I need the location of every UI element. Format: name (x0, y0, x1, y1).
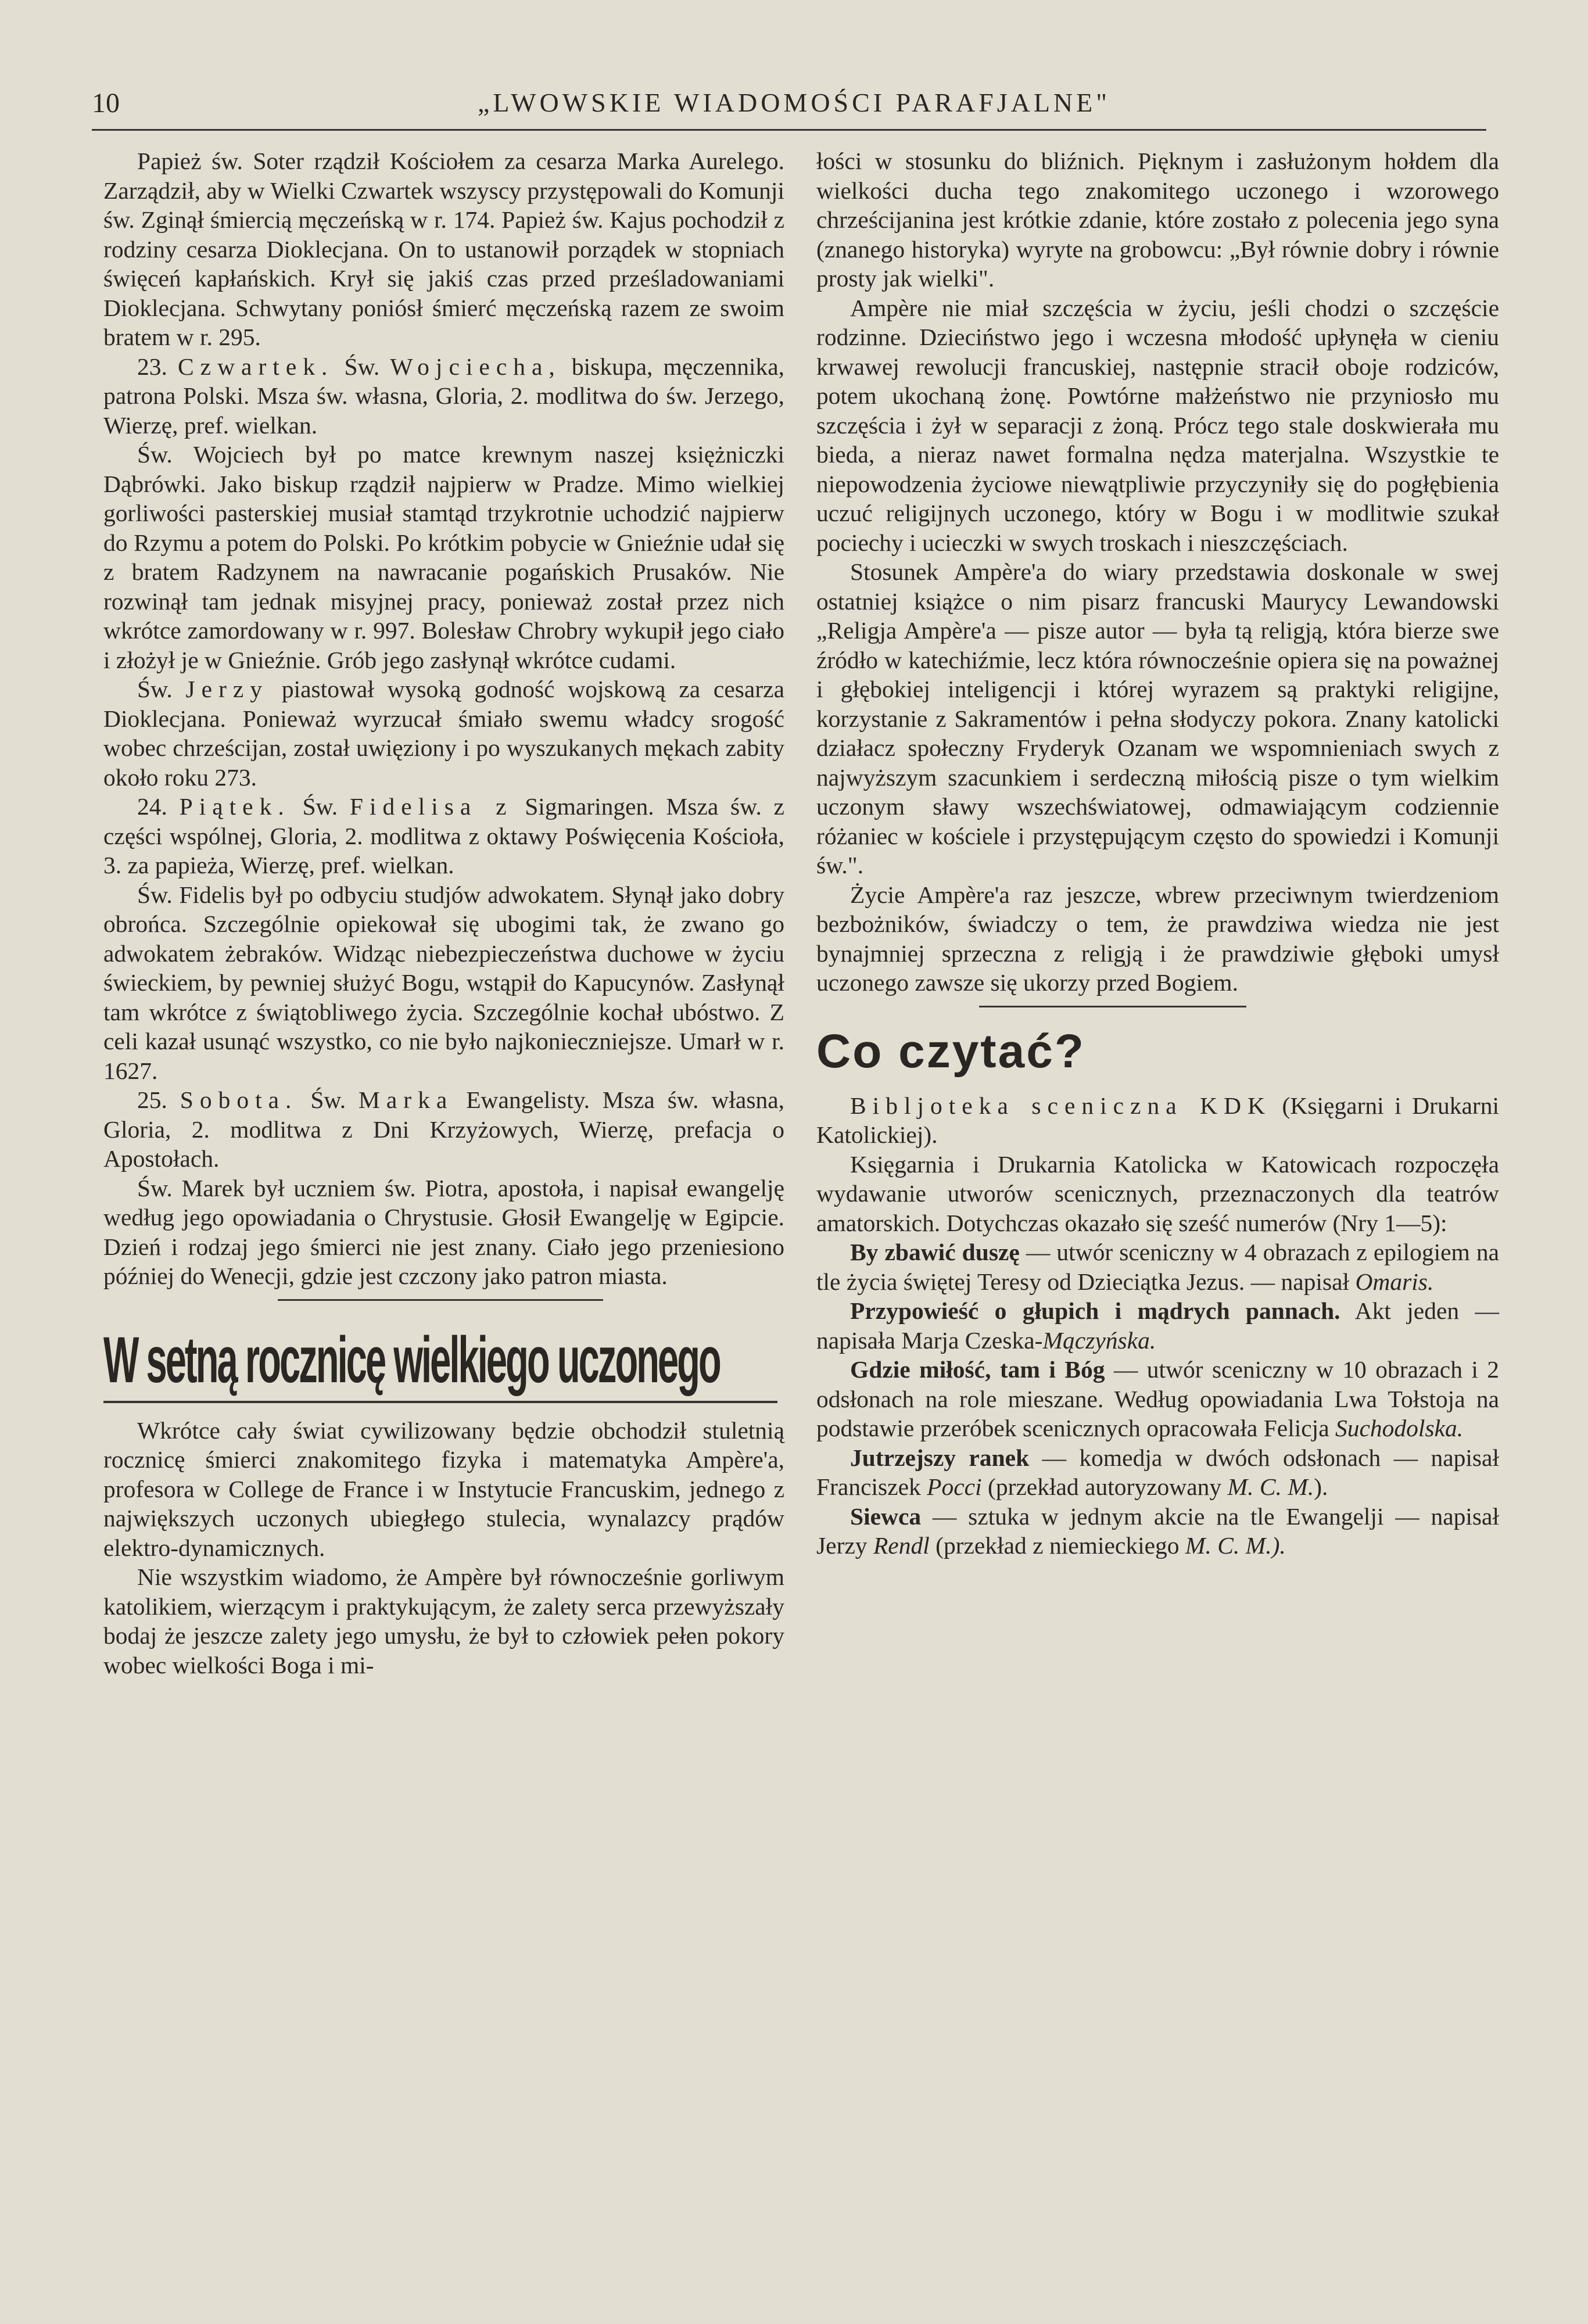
entry-saint: Fidelisa z (349, 793, 513, 820)
paragraph-marek: Św. Marek był uczniem św. Piotra, apostoła, i napisał ewangelję według jego opowiadania o Chrystusie. Głosił Ewangelję w Egipcie. Dzień i rodzaj jego śmierci nie jest znany. Ciało jego przeniesiono później do Wenecji, gdzie jest czczony jako patron miasta. (103, 1174, 784, 1289)
paragraph-fidelis: Św. Fidelis był po odbyciu studjów adwokatem. Słynął jako dobry obrońca. Szczególnie opiekował się ubogimi tak, że zwano go adwokatem żebraków. Widząc niebezpieczeństwa duchowe w życiu świeckiem, by pewniej służyć Bogu, wstąpił do Kapucynów. Zasłynął tam wkrótce z świątobliwego życia. Szczególnie kochał ubóstwo. Z celi kazał usunąć wszystko, co nie było najkonieczniejsze. Umarł w r. 1627. (103, 881, 784, 1084)
heading-underline (103, 1401, 777, 1403)
entry-number: 23. (137, 353, 167, 380)
page-number: 10 (92, 88, 120, 119)
paragraph-publisher: Księgarnia i Drukarnia Katolicka w Katowicach rozpoczęła wydawanie utworów scenicznych, przeznaczonych dla teatrów amatorskich. Dotychczas okazało się sześć numerów (Nry 1—5): (816, 1150, 1499, 1236)
entry-text: piastował wysoką godność wojskową za cesarza Dioklecjana. Ponieważ wyrzucał śmiało swemu władcy srogość wobec chrześcijan, został uwięziony i po wyszukanych mękach zabity około roku 273. (103, 676, 785, 791)
book-entry-3 (816, 1355, 1499, 1443)
book-author: Rendl (873, 1532, 930, 1559)
paragraph-library (816, 1091, 1499, 1150)
book-description: — utwór sceniczny w 4 obrazach z epilogiem na tle życia świętej Teresy od Dzieciątka Jezus. — napisał (816, 1239, 1500, 1295)
book-translation-end: ). (1314, 1473, 1328, 1500)
header-rule (92, 129, 1486, 131)
paragraph-wojciech: Św. Wojciech był po matce krewnym naszej księżniczki Dąbrówki. Jako biskup rządził najpierw w Pradze. Mimo wielkiej gorliwości pasterskiej musiał stamtąd trzykrotnie uchodzić najpierw do Rzymu a potem do Polski. Po krótkim pobycie w Gnieźnie udał się z bratem Radzynem na nawracanie pogańskich Prusaków. Nie rozwinął tam jednak misyjnej pracy, ponieważ został przez nich wkrótce zamordowany w r. 997. Bolesław Chrobry wykupił jego ciało i złożył je w Gnieźnie. Grób jego zasłynął wkrótce cudami. (103, 441, 784, 673)
book-title: Gdzie miłość, tam i Bóg (850, 1356, 1105, 1383)
entry-day: Czwartek. (177, 353, 334, 380)
paragraph-ampere-conclusion: Życie Ampère'a raz jeszcze, wbrew przeciwnym twierdzeniom bezbożników, świadczy o tem, że prawdziwa wiedza nie jest bynajmniej sprzeczna z religją i że prawdziwie głęboki umysł uczonego zawsze się ukorzy przed Bogiem. (816, 881, 1499, 996)
entry-saint-prefix: Św. (137, 676, 173, 702)
book-entry-2 (816, 1296, 1499, 1355)
entry-saint-prefix: Św. (310, 1086, 346, 1113)
book-description: Akt jeden — napisała Marja Czeska- (816, 1297, 1499, 1354)
entry-saint-prefix: Św. (302, 793, 338, 820)
paragraph-ampere-epitaph: łości w stosunku do bliźnich. Pięknym i zasłużonym hołdem dla wielkości ducha tego znakomitego uczonego i wzorowego chrześcijanina jest krótkie zdanie, które zostało z polecenia jego syna (znanego historyka) wyryte na grobowcu: „Był równie dobry i równie prosty jak wielki". (816, 148, 1499, 292)
entry-day: Sobota. (180, 1086, 298, 1113)
book-title: By zbawić duszę (850, 1239, 1020, 1265)
book-title: Jutrzejszy ranek (850, 1444, 1030, 1471)
library-name: Bibljoteka sceniczna KDK (850, 1092, 1272, 1119)
book-author: Mączyńska. (1042, 1326, 1156, 1354)
book-description: — utwór sceniczny w 10 obrazach i 2 odsłonach na role mieszane. Według opowiadania Lwa Tołstoja na podstawie przeróbek scenicznych opracowała Felicja (816, 1356, 1500, 1441)
book-author: Suchodolska. (1335, 1415, 1464, 1441)
book-translator: M. C. M. (1227, 1473, 1314, 1500)
entry-day: Piątek. (179, 793, 291, 820)
paragraph-ampere-religion: Stosunek Ampère'a do wiary przedstawia doskonale w swej ostatniej książce o nim pisarz francuski Maurycy Lewandowski „Religja Ampère'a — pisze autor — była tą religją, która bierze swe źródło w katechiźmie, lecz która równocześnie opiera się na poważnej i głębokiej inteligencji i której wyrazem są praktyki religijne, korzystanie z Sakramentów i pełna słodyczy pokora. Znany katolicki działacz społeczny Fryderyk Ozanam we wspomnieniach swych z najwyższym szacunkiem i serdeczną miłością pisze o tym wielkim uczonym sławy wszechświatowej, odmawiającym codziennie różaniec w kościele i przystępującym często do spowiedzi i Komunji św.". (816, 558, 1499, 878)
liturgy-entry-23 (103, 352, 784, 440)
book-description: — komedja w dwóch odsłonach — napisał Franciszek (816, 1444, 1499, 1500)
book-author: Pocci (927, 1473, 982, 1500)
publication-title: „LWOWSKIE WIADOMOŚCI PARAFJALNE" (477, 88, 1111, 117)
paragraph-ampere-intro: Wkrótce cały świat cywilizowany będzie obchodził stuletnią rocznicę śmierci znakomitego fizyka i matematyka Ampère'a, profesora w College de France i w Instytucie Francuskim, jednego z największych uczonych ubiegłego stulecia, wynalazcy prądów elektro-dynamicznych. (103, 1416, 784, 1561)
entry-text: Ewangelisty. Msza św. własna, Gloria, 2. modlitwa z Dni Krzyżowych, Wierzę, prefacja o Apostołach. (103, 1086, 785, 1172)
book-author: Omaris. (1355, 1268, 1434, 1295)
section-heading-co-czytac: Co czytać? (816, 1024, 1085, 1078)
left-column (103, 146, 784, 1680)
book-translation-note: (przekład autoryzowany (988, 1473, 1222, 1500)
liturgy-entry-25 (103, 1085, 784, 1174)
entry-text: biskupa, męczennika, patrona Polski. Msza św. własna, Gloria, 2. modlitwa do św. Jerzego, Wierzę, pref. wielkan. (103, 353, 785, 439)
article-heading-ampere: W setną rocznicę wielkiego uczonego (103, 1323, 720, 1396)
book-entry-4 (816, 1443, 1499, 1502)
book-entry-1 (816, 1238, 1499, 1296)
entry-saint-prefix: Św. (344, 353, 380, 380)
book-description: — sztuka w jednym akcie na tle Ewangelji — napisał Jerzy (816, 1502, 1500, 1559)
book-translator: M. C. M.). (1185, 1532, 1286, 1559)
entry-text: Sigmaringen. Msza św. z części wspólnej, Gloria, 2. modlitwa z oktawy Poświęcenia Kościoła, 3. za papieża, Wierzę, pref. wielkan. (103, 793, 784, 878)
book-title: Siewca (850, 1502, 922, 1530)
entry-number: 24. (137, 793, 167, 820)
liturgy-entry-24 (103, 792, 784, 880)
paragraph-ampere-life: Ampère nie miał szczęścia w życiu, jeśli chodzi o szczęście rodzinne. Dzieciństwo jego i wczesna młodość upłynęła w cieniu krwawej rewolucji francuskiej, następnie stracił oboje rodziców, potem ukochaną żonę. Powtórne małżeństwo nie przyniosło mu szczęścia i żył w separacji z żoną. Prócz tego stale doskwierała mu bieda, a nieraz nawet formalna nędza materjalna. Wszystkie te niepowodzenia życiowe niewątpliwie przyczyniły się do pogłębienia uczuć religijnych uczonego, który w Bogu i w modlitwie szukał pociechy i ucieczki w swych troskach i nieszczęściach. (816, 294, 1499, 556)
paragraph-ampere-faith: Nie wszystkim wiadomo, że Ampère był równocześnie gorliwym katolikiem, wierzącym i praktykującym, że zalety serca przewyższały bodaj że jeszcze zalety jego umysłu, że był to człowiek pełen pokory wobec wielkości Boga i mi- (103, 1563, 784, 1679)
book-title: Przypowieść o głupich i mądrych pannach. (850, 1297, 1340, 1324)
section-divider (979, 1006, 1246, 1007)
library-publisher: (Księgarni i Drukarni Katolickiej). (816, 1092, 1499, 1148)
entry-saint: Wojciecha, (390, 353, 561, 380)
entry-saint: Jerzy (185, 676, 269, 702)
entry-saint: Marka (358, 1086, 454, 1113)
book-entry-5 (816, 1502, 1499, 1561)
section-divider (278, 1299, 603, 1301)
right-column (816, 146, 1499, 1561)
entry-number: 25. (137, 1086, 167, 1113)
paragraph-jerzy (103, 675, 784, 792)
paragraph-soter-kajus: Papież św. Soter rządził Kościołem za cesarza Marka Aurelego. Zarządził, aby w Wielki Czwartek wszyscy przystępowali do Komunji św. Zginął śmiercią męczeńską w r. 174. Papież św. Kajus pochodził z rodziny cesarza Dioklecjana. On to ustanowił porządek w stopniach święceń kapłańskich. Krył się jakiś czas przed prześladowaniami Dioklecjana. Schwytany poniósł śmierć męczeńską razem ze swoim bratem w r. 295. (103, 148, 784, 350)
book-translation-note: (przekład z niemieckiego (935, 1532, 1180, 1559)
